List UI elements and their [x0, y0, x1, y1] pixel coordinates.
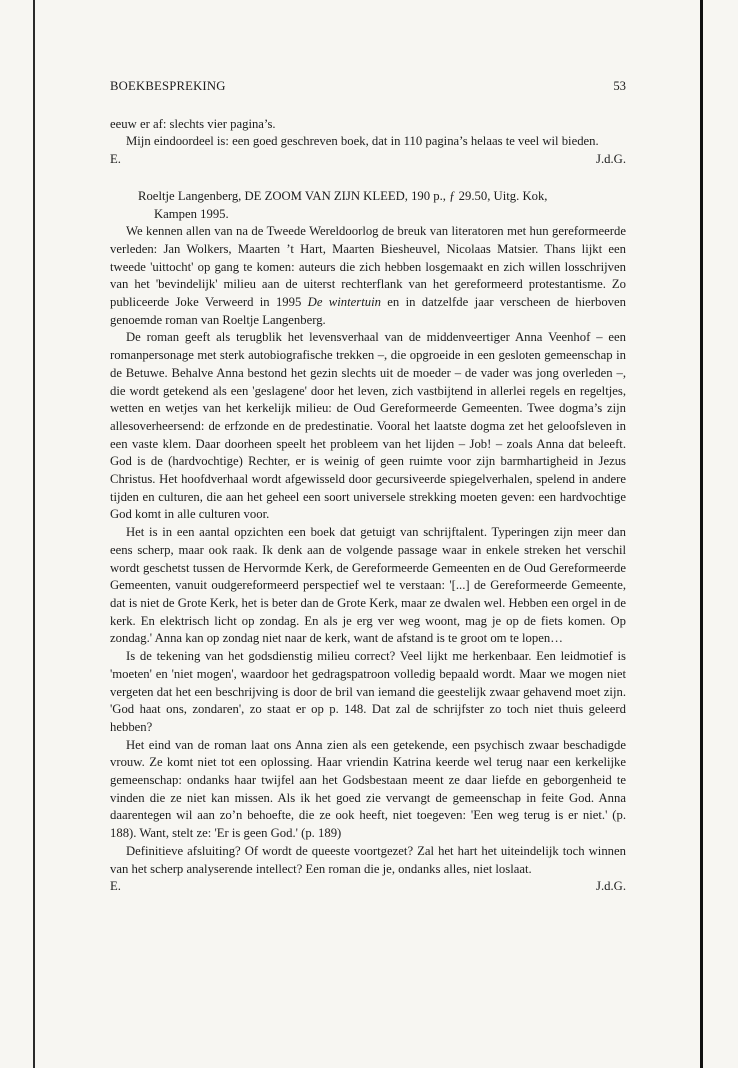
biblio-line: Roeltje Langenberg, DE ZOOM VAN ZIJN KLEED, 190 p., ƒ 29.50, Uitg. Kok, [138, 188, 548, 203]
scan-edge-left [33, 0, 35, 1068]
running-head [110, 78, 626, 96]
signature-initial: E. [110, 152, 121, 167]
signature-author: J.d.G. [596, 152, 626, 167]
signature-initial: E. [110, 879, 121, 894]
bibliographic-entry [110, 188, 626, 223]
review-paragraph: Definitieve afsluiting? Of wordt de queeste voortgezet? Zal het hart het uiteindelijk toch winnen van het scherp analyserende intellect? Een roman die je, ondanks alles, niet loslaat. [110, 843, 626, 876]
biblio-line: Kampen 1995. [154, 206, 229, 221]
review-paragraph: De roman geeft als terugblik het levensverhaal van de middenveertiger Anna Veenhof – een romanpersonage met sterk autobiografische trekken –, die opgroeide in een gesloten gemeenschap in de Betuwe. Behalve Anna bestond het gezin slechts uit de moeder – de vader was jong overleden –, die wordt getekend als een 'geslagene' door het leven, zich vastbijtend in allerlei regels en regeltjes, wetten en wetjes van het kerkelijk milieu: de Oud Gereformeerde Gemeenten. Twee dogma’s zijn allesoverheersend: de erfzonde en de predestinatie. Vooral het laatste dogma zet het geloofsleven in een vaste klem. Daar doorheen speelt het probleem van het lijden – Job! – zoals Anna dat beleeft. God is de (hardvochtige) Rechter, er is weinig of geen ruimte voor zijn barmhartigheid in Jezus Christus. Het hoofdverhaal wordt afgewisseld door gecursiveerde spiegelverhalen, spelend in andere tijden en culturen, die aan het geheel een soort universele strekking moeten geven: een hardvochtige God komt in alle culturen voor. [110, 330, 626, 522]
book-title: De wintertuin [307, 295, 381, 310]
review-paragraph: Het eind van de roman laat ons Anna zien als een getekende, een psychisch zwaar beschadigde vrouw. Ze komt niet tot een oplossing. Haar vriendin Katrina keerde wel terug naar een kerkelijke gemeenschap: ondanks haar twijfel aan het Godsbestaan meent ze daar liefde en geborgenheid te vinden die ze niet kan missen. Als ik het goed zie vervangt de gemeenschap in feite God. Anna daarentegen wil aan zo’n behoefte, die ze ook heeft, niet toegeven: 'Een weg terug is er niet.' (p. 188). Want, stelt ze: 'Er is geen God.' (p. 189) [110, 737, 626, 841]
review-paragraph: Het is in een aantal opzichten een boek dat getuigt van schrijftalent. Typeringen zijn meer dan eens scherp, maar ook raak. Ik denk aan de volgende passage waar in enkele streken het verschil wordt geschetst tussen de Hervormde Kerk, de Gereformeerde Gemeenten en de Oud Gereformeerde Gemeenten, vanuit oudgereformeerd perspectief wel te verstaan: '[...] de Gereformeerde Gemeente, dat is niet de Grote Kerk, het is beter dan de Grote Kerk, maar ze dwalen wel. Hebben een orgel in de kerk. En elektrisch licht op zondag. En als je erg ver weg woont, mag je op de fiets komen. Op zondag.' Anna kan op zondag niet naar de kerk, want de afstand is te groot om te lopen… [110, 525, 626, 646]
signature-author: J.d.G. [596, 879, 626, 894]
review-paragraph [110, 223, 626, 329]
signature-line [110, 151, 626, 169]
page-body [110, 78, 626, 896]
text-run: We kennen allen van na de Tweede Wereldoorlog de breuk van literatoren met hun gereformeerde verleden: Jan Wolkers, Maarten ’t Hart, Maarten Biesheuvel, Nicolaas Matsier. Thans lijkt een tweede 'uittocht' op gang te komen: auteurs die zich hebben losgemaakt en zich willen losschrijven van het 'bevindelijk' milieu aan de uiterst rechterflank van het gereformeerd protestantisme. Zo publiceerde Joke Verweerd in 1995 [110, 224, 626, 310]
page-number: 53 [613, 79, 626, 93]
section-gap [110, 169, 626, 188]
review-paragraph: Is de tekening van het godsdienstig milieu correct? Veel lijkt me herkenbaar. Een leidmotief is 'moeten' en 'niet mogen', waardoor het gedragspatroon volledig bepaald wordt. Maar we mogen niet vergeten dat het een beschrijving is door de bril van iemand die geestelijk zwaar gehavend moet zijn. 'God haat ons, zondaren', zo staat er op p. 148. Dat zal de schrijfster zo toch niet thuis geleerd hebben? [110, 649, 626, 734]
prev-review-paragraph: eeuw er af: slechts vier pagina’s. [110, 116, 276, 131]
prev-review-paragraph: Mijn eindoordeel is: een goed geschreven boek, dat in 110 pagina’s helaas te veel wil bieden. [126, 134, 599, 149]
scan-edge-right [700, 0, 703, 1068]
signature-line [110, 878, 626, 896]
section-title: BOEKBESPREKING [110, 79, 226, 93]
text-run: en in datzelfde jaar verscheen de hierboven genoemde roman van Roeltje Langenberg. [110, 295, 626, 327]
